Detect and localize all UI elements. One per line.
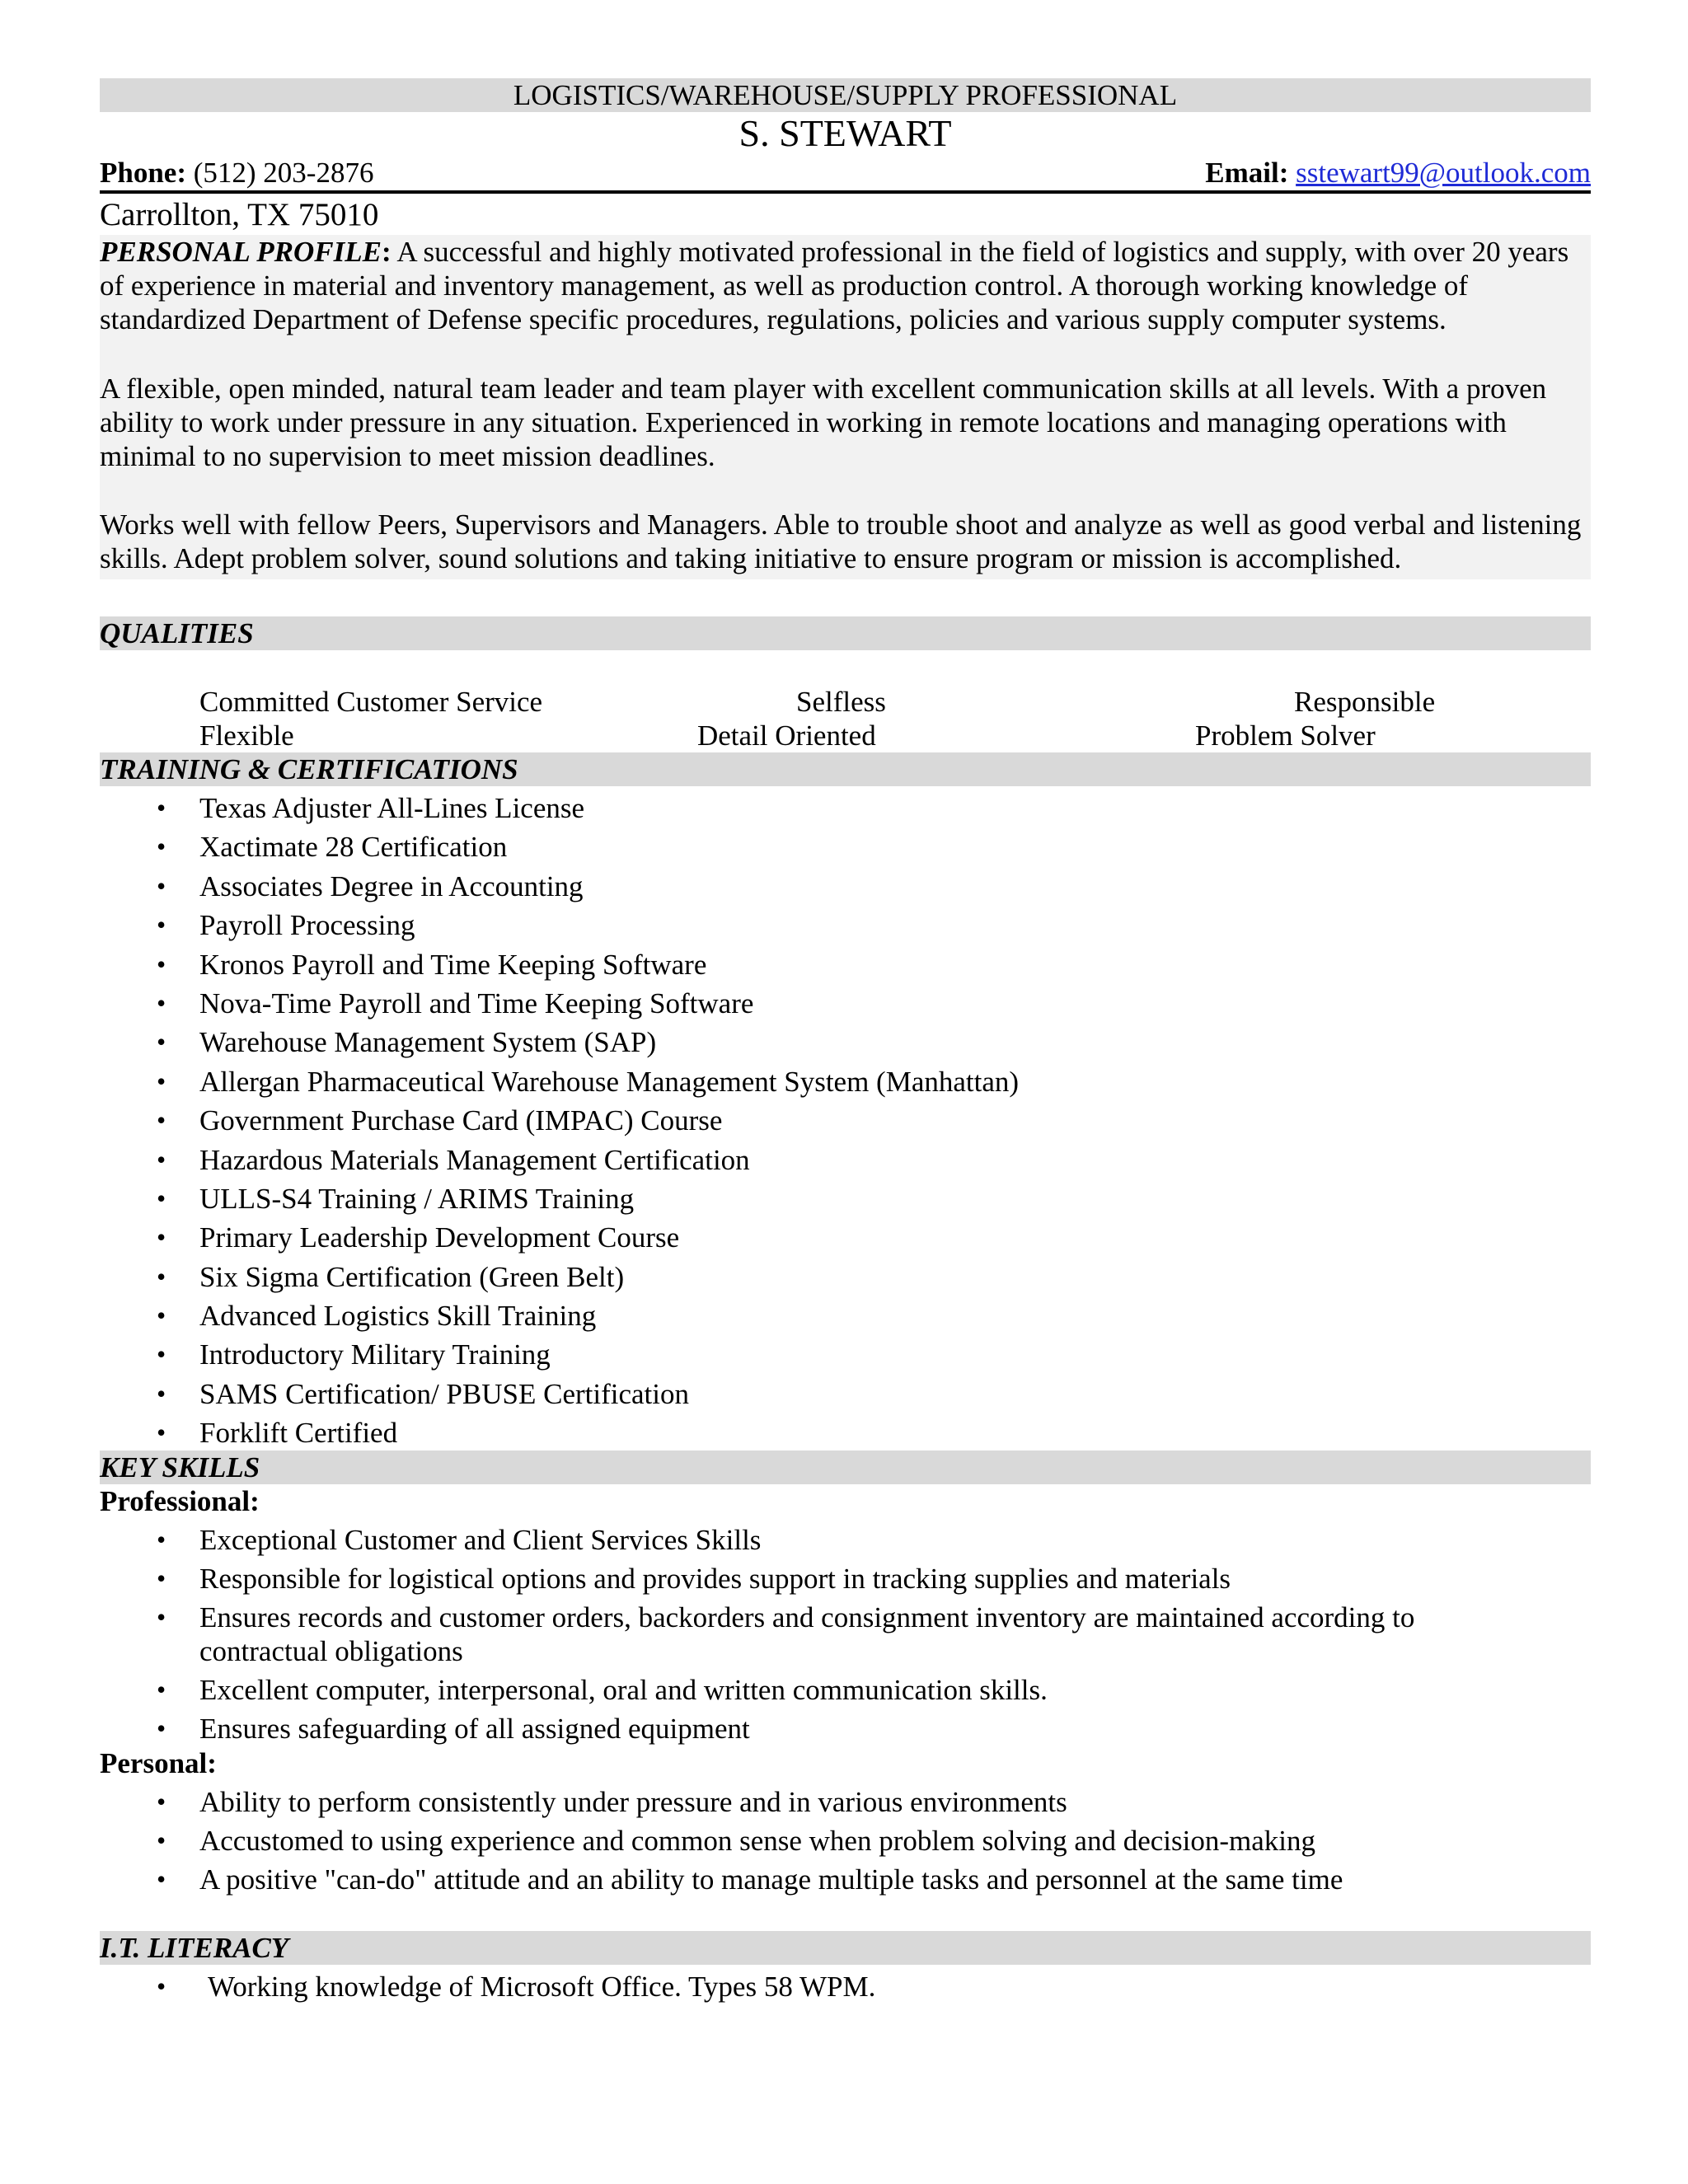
list-item: Ensures safeguarding of all assigned equipment <box>199 1713 750 1745</box>
candidate-name: S. STEWART <box>738 112 952 154</box>
profile-label: PERSONAL PROFILE <box>100 236 382 268</box>
profile-paragraph-2: A flexible, open minded, natural team leader and team player with excellent communication skills at all levels. With a proven ability to work under pressure in any situation. Experienced in working in remote locations and managing operations with minimal to no supervision to meet mission deadlines. <box>100 373 1547 472</box>
list-item: Excellent computer, interpersonal, oral and written communication skills. <box>199 1674 1048 1706</box>
professional-label: Professional: <box>100 1485 260 1517</box>
bullet-icon: • <box>157 1713 166 1743</box>
email-link[interactable]: sstewart99@outlook.com <box>1296 157 1591 189</box>
phone-line <box>100 156 373 190</box>
bullet-icon: • <box>157 1144 166 1174</box>
list-item: Responsible for logistical options and provides support in tracking supplies and materials <box>199 1563 1231 1595</box>
profile-colon: : <box>381 236 392 268</box>
headline: LOGISTICS/WAREHOUSE/SUPPLY PROFESSIONAL <box>513 79 1178 111</box>
list-item: Ability to perform consistently under pressure and in various environments <box>199 1786 1067 1818</box>
bullet-icon: • <box>157 1301 166 1331</box>
bullet-icon: • <box>157 910 166 940</box>
qualities-title: QUALITIES <box>100 617 254 649</box>
bullet-icon: • <box>157 1339 166 1370</box>
list-item: Ensures records and customer orders, backorders and consignment inventory are maintained according to <box>199 1601 1415 1633</box>
resume-page: LOGISTICS/WAREHOUSE/SUPPLY PROFESSIONAL S. STEWART Phone: (512) 203-2876 Email: sstewart99@outlook.com Carrollton, TX 75010 PERSONAL PROFILE: A successful and highly motivated professional in the field of logistics and supply, with over 20 years of experience in material and inventory management, as well as production control. A thorough working knowledge of standardized Department of Defense specific procedures, regulations, policies and various supply computer systems. A flexible, open minded, natural team leader and team player with excellent communication skills at all levels. With a proven ability to work under pressure in any situation. Experienced in working in remote locations and managing operations with minimal to no supervision to meet mission deadlines. Works well with fellow Peers, Supervisors and Managers. Able to trouble shoot and analyze as well as good verbal and listening skills. Adept problem solver, sound solutions and taking initiative to ensure program or mission is accomplished. QUALITIES Committed Customer Service Selfless Responsible Flexible Detail Oriented Problem Solver TRAINING & CERTIFICATIONS • Texas Adjuster All-Lines License • Xactimate 28 Certification • Associates Degree in Accounting • Payroll Processing • Kronos Payroll and Time Keeping Software • Nova-Time Payroll and Time Keeping Software • Warehouse Management System (SAP) • Allergan Pharmaceutical Warehouse Management System (Manhattan) • Government Purchase Card (IMPAC) Course • Hazardous Materials Management Certification • ULLS-S4 Training / ARIMS Training • Primary Leadership Development Course • Six Sigma Certification (Green Belt) • Advanced Logistics Skill Training • Introductory Military Training • SAMS Certification/ PBUSE Certification • Forklift Certified KEY SKILLS Professional: • Exceptional Customer and Client Services Skills • Responsible for logistical options and provides support in tracking supplies and materials • Ensures records and customer orders, backorders and consignment inventory are maintained according to contractual obligations • Excellent computer, interpersonal, oral and written communication skills. • Ensures safeguarding of all assigned equipment Personal: • Ability to perform consistently under pressure and in various environments • Accustomed to using experience and common sense when problem solving and decision-making • A positive "can-do" attitude and an ability to manage multiple tasks and personnel at the same time I.T. LITERACY • Working knowledge of Microsoft Office. Types 58 WPM. <box>100 79 1591 2003</box>
bullet-icon: • <box>157 1971 166 2001</box>
list-item: Working knowledge of Microsoft Office. Types 58 WPM. <box>208 1971 876 2003</box>
bullet-icon: • <box>157 1787 166 1816</box>
quality-item: Problem Solver <box>1195 719 1376 752</box>
profile-paragraph-3: Works well with fellow Peers, Supervisors and Managers. Able to trouble shoot and analyze as well as good verbal and listening skills. Adept problem solver, sound solutions and taking initiative to ensure program or mission is accomplished. <box>100 509 1582 574</box>
bullet-icon: • <box>157 1418 166 1448</box>
training-title: TRAINING & CERTIFICATIONS <box>100 753 518 785</box>
bullet-icon: • <box>157 1261 166 1291</box>
bullet-icon: • <box>157 1105 166 1136</box>
quality-item: Selfless <box>796 686 886 718</box>
personal-label: Personal: <box>100 1747 217 1779</box>
profile-paragraph-1 <box>100 235 1591 336</box>
bullet-icon: • <box>157 832 166 862</box>
location: Carrollton, TX 75010 <box>100 197 379 232</box>
header-divider <box>100 190 1591 194</box>
bullet-icon: • <box>157 949 166 979</box>
list-item: A positive "can-do" attitude and an ability to manage multiple tasks and personnel at the same time <box>199 1863 1343 1896</box>
list-item: Accustomed to using experience and common sense when problem solving and decision-making <box>199 1825 1315 1857</box>
bullet-icon: • <box>157 1222 166 1253</box>
bullet-icon: • <box>157 1602 166 1632</box>
it-band <box>100 1931 1591 1965</box>
phone-number: (512) 203-2876 <box>193 157 374 189</box>
bullet-icon: • <box>157 1525 166 1554</box>
quality-item: Committed Customer Service <box>199 686 543 718</box>
quality-item: Flexible <box>199 719 294 752</box>
bullet-icon: • <box>157 1066 166 1096</box>
bullet-icon: • <box>157 987 166 1018</box>
it-title: I.T. LITERACY <box>100 1932 289 1964</box>
bullet-icon: • <box>157 1675 166 1704</box>
profile-text-1: A successful and highly motivated professional in the field of logistics and supply, with over 20 years of experience in material and inventory management, as well as production control. A thorough working knowledge of standardized Department of Defense specific procedures, regulations, policies and various supply computer systems. <box>100 236 1569 335</box>
list-item-continuation: contractual obligations <box>199 1635 463 1667</box>
email-label: Email: <box>1205 157 1289 189</box>
bullet-icon: • <box>157 793 166 823</box>
bullet-icon: • <box>157 1378 166 1408</box>
phone-label: Phone: <box>100 157 186 189</box>
bullet-icon: • <box>157 1563 166 1593</box>
bullet-icon: • <box>157 1825 166 1855</box>
quality-item: Detail Oriented <box>697 719 876 752</box>
qualities-band <box>100 616 1591 650</box>
email-line <box>1205 156 1591 190</box>
bullet-icon: • <box>157 1183 166 1213</box>
bullet-icon: • <box>157 1864 166 1894</box>
bullet-icon: • <box>157 870 166 901</box>
quality-item: Responsible <box>1294 686 1436 718</box>
bullet-icon: • <box>157 1027 166 1057</box>
skills-title: KEY SKILLS <box>100 1451 260 1483</box>
skills-band <box>100 1451 1591 1484</box>
list-item: Exceptional Customer and Client Services Skills <box>199 1524 762 1556</box>
